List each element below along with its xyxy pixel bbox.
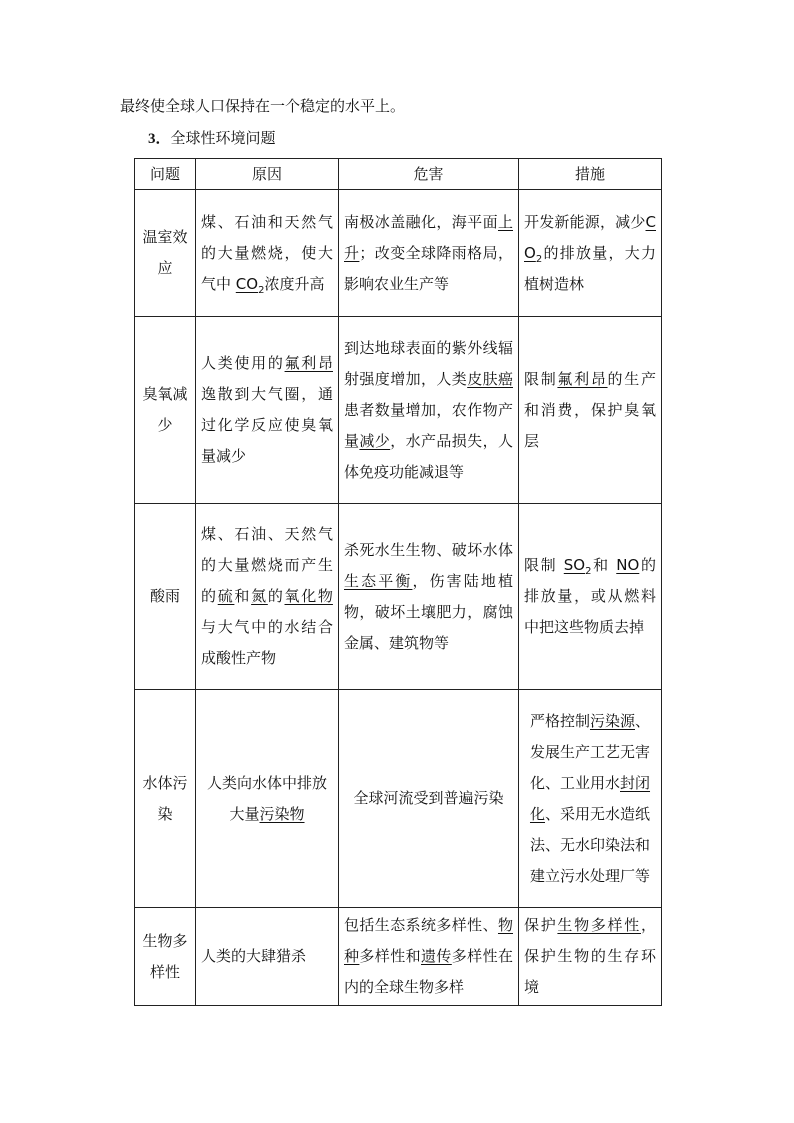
measure-cell	[519, 908, 662, 1006]
harm-text: ，伤害陆地植物，破坏土壤肥力，腐蚀金属、建筑物等	[344, 571, 513, 652]
measure-so2-subscript: 2	[585, 566, 592, 577]
harm-text: ，水产品损失，人体免疫功能减退等	[344, 431, 513, 481]
harm-text: 多样性在内的全球生物多样	[344, 947, 513, 996]
issue-cell	[135, 908, 196, 1006]
table-row	[135, 690, 662, 908]
measure-cell	[519, 190, 662, 317]
issue-greenhouse: 温室效应	[142, 228, 188, 277]
harm-text: ；改变全球降雨格局，影响农业生产等	[344, 243, 513, 293]
cause-text: 煤、石油和天然气的大量燃烧，使大气中	[201, 212, 333, 293]
harm-cell	[339, 504, 519, 690]
measure-text: 和	[591, 556, 617, 574]
header-harm: 危害	[339, 159, 519, 190]
issue-water-pollution: 水体污染	[142, 773, 188, 823]
cause-underlined: 污染物	[259, 804, 305, 823]
measure-cell	[519, 317, 662, 504]
cause-text: 浓度升高	[264, 274, 325, 293]
measure-co2-subscript: 2	[535, 253, 543, 265]
cause-text: 逸散到大气圈，通过化学反应使臭氧量减少	[201, 385, 333, 465]
harm-text: 患者数量增加，农作物产量	[344, 400, 513, 450]
measure-text: 的生产和消费，保护臭氧层	[524, 369, 656, 450]
section-title: 全球性环境问题	[170, 129, 276, 147]
harm-cell	[339, 190, 519, 317]
measure-text: 限制	[524, 556, 564, 574]
issue-ozone: 臭氧减少	[142, 385, 188, 434]
cause-co2: CO	[235, 274, 259, 293]
cause-underlined: 氧化物	[284, 587, 333, 605]
harm-text: 南极冰盖融化，海平面	[344, 212, 498, 231]
cause-text: 人类使用的	[201, 354, 285, 372]
measure-text: 、发展生产工艺无害化、工业用水	[529, 711, 651, 792]
table-header-row	[135, 159, 662, 190]
cause-cell	[196, 190, 339, 317]
harm-text: 杀死水生生物、破坏水体	[344, 540, 513, 559]
table-row	[135, 908, 662, 1006]
table-row	[135, 504, 662, 690]
header-measure: 措施	[519, 159, 662, 190]
harm-underlined: 皮肤癌	[467, 369, 513, 388]
measure-text: 、采用无水造纸法、无水印染法和建立污水处理厂等	[529, 804, 651, 885]
harm-cell	[339, 317, 519, 504]
measure-text: ，保护生物的生存环境	[524, 916, 656, 996]
harm-cell	[339, 690, 519, 908]
table-row	[135, 190, 662, 317]
header-cause: 原因	[196, 159, 339, 190]
measure-text: 的排放量，大力植树造林	[524, 243, 656, 293]
cause-cell	[196, 908, 339, 1006]
cause-text: 煤、石油、天然气的大量燃烧而产生的	[201, 525, 333, 605]
harm-underlined: 遗传	[420, 947, 452, 965]
harm-cell	[339, 908, 519, 1006]
measure-underlined: 封闭化	[529, 773, 651, 823]
measure-cell	[519, 504, 662, 690]
cause-cell	[196, 317, 339, 504]
measure-so2: SO	[563, 556, 586, 574]
harm-underlined: 减少	[359, 431, 391, 450]
measure-text: 开发新能源，减少	[524, 212, 646, 231]
issue-biodiversity: 生物多样性	[142, 931, 188, 981]
harm-underlined: 物种	[344, 916, 513, 965]
harm-text: 包括生态系统多样性、	[344, 916, 498, 934]
section-number: 3．	[148, 131, 171, 147]
cause-text: 和	[234, 587, 252, 605]
measure-underlined: 氟利昂	[557, 369, 608, 388]
cause-cell	[196, 690, 339, 908]
issue-cell	[135, 690, 196, 908]
harm-text: 到达地球表面的紫外线辐射强度增加，人类	[344, 338, 513, 388]
cause-underlined: 氟利昂	[284, 354, 333, 372]
measure-text: 严格控制	[529, 711, 590, 730]
harm-underlined: 生态平衡	[344, 571, 413, 590]
measure-text: 的排放量，或从燃料中把这些物质去掉	[524, 556, 656, 636]
global-environment-table	[134, 158, 662, 1006]
harm-underlined: 上升	[344, 212, 513, 262]
issue-cell	[135, 317, 196, 504]
cause-text: 人类向水体中排放大量	[206, 773, 327, 823]
section-heading	[148, 128, 276, 149]
measure-no: NO	[616, 556, 640, 574]
intro-paragraph: 最终使全球人口保持在一个稳定的水平上。	[120, 97, 406, 115]
measure-underlined: 生物多样性	[557, 916, 641, 934]
issue-cell	[135, 504, 196, 690]
measure-text: 保护	[524, 916, 558, 934]
harm-text: 全球河流受到普遍污染	[353, 789, 504, 807]
cause-underlined: 硫	[217, 587, 235, 605]
cause-text: 与大气中的水结合成酸性产物	[201, 618, 333, 667]
cause-co2-subscript: 2	[258, 284, 265, 296]
issue-acid-rain: 酸雨	[149, 587, 180, 605]
cause-cell	[196, 504, 339, 690]
cause-text: 的	[267, 587, 285, 605]
cause-text: 人类的大肆猎杀	[201, 947, 307, 965]
measure-text: 限制	[524, 369, 558, 388]
measure-underlined: 污染源	[589, 711, 635, 730]
harm-text: 多样性和	[359, 947, 421, 965]
measure-co2: CO	[524, 212, 656, 262]
issue-cell	[135, 190, 196, 317]
measure-cell	[519, 690, 662, 908]
cause-underlined: 氮	[251, 587, 268, 605]
header-issue: 问题	[135, 159, 196, 190]
table-row	[135, 317, 662, 504]
